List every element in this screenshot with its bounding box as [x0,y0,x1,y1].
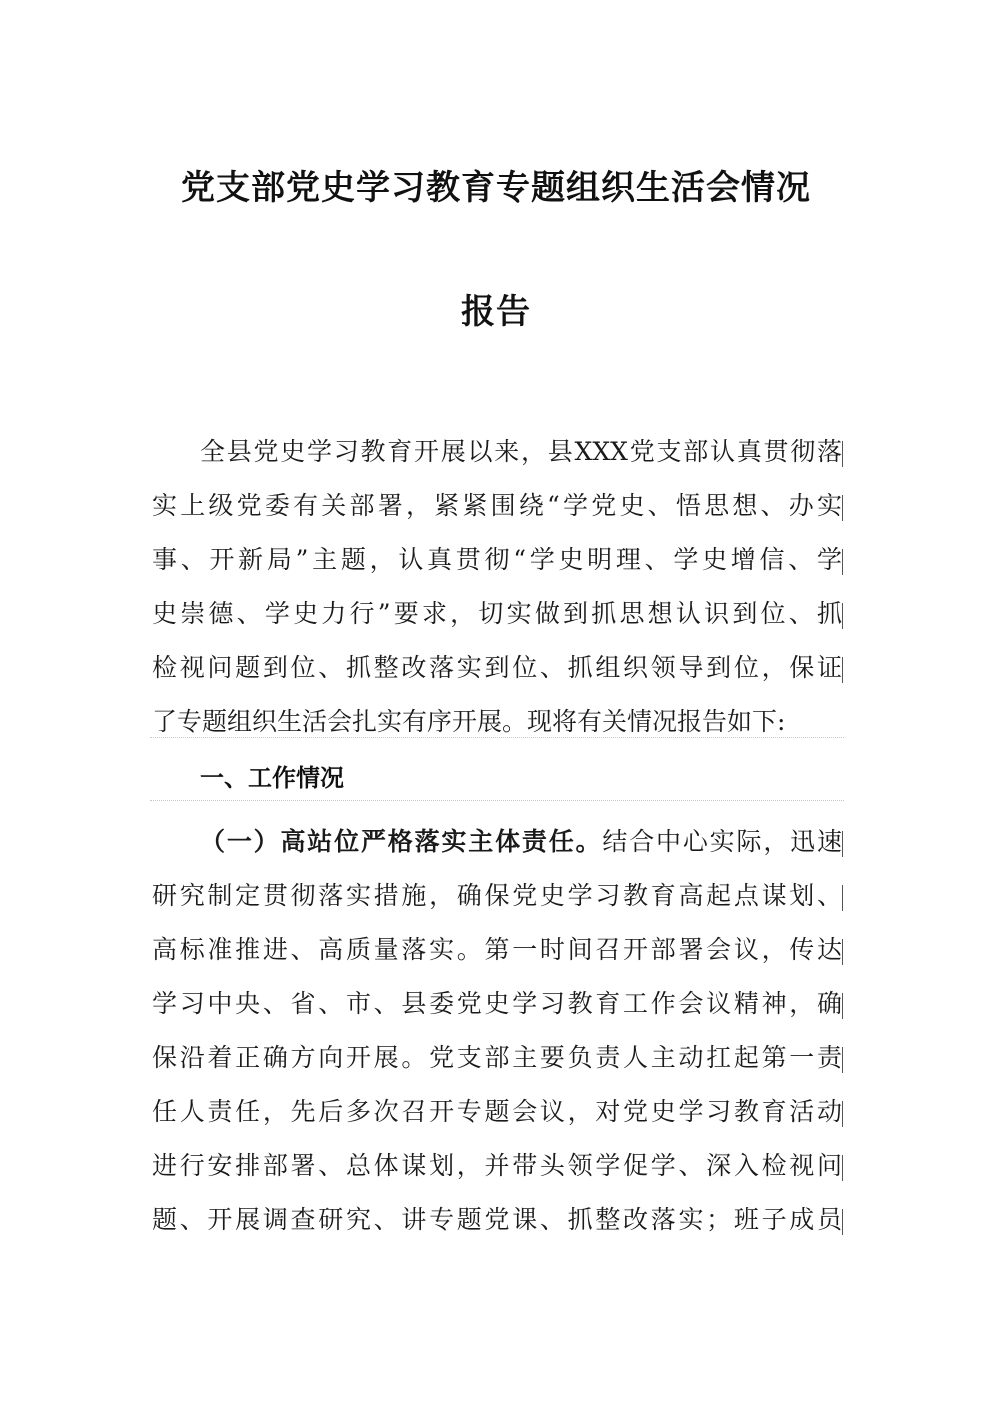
intro-line-2: 实上级党委有关部署，紧紧围绕“学党史、悟思想、办实 [152,491,842,520]
body-line-2: 研究制定贯彻落实措施，确保党史学习教育高起点谋划、 [152,881,842,910]
body-line-6: 任人责任，先后多次召开专题会议，对党史学习教育活动 [152,1097,842,1126]
document-title-line-2: 报告 [461,292,531,332]
section-heading: 一、工作情况 [200,764,344,792]
paragraph-separator [150,737,844,738]
margin-marker [842,549,843,575]
intro-line-1: 全县党史学习教育开展以来，县XXX党支部认真贯彻落 [200,437,842,466]
margin-marker [842,939,843,965]
margin-marker [842,1101,843,1127]
body-line-4: 学习中央、省、市、县委党史学习教育工作会议精神，确 [152,989,842,1018]
intro-line-6: 了专题组织生活会扎实有序开展。现将有关情况报告如下: [152,707,786,736]
margin-marker [842,1047,843,1073]
intro-line-5: 检视问题到位、抓整改落实到位、抓组织领导到位，保证 [152,653,842,682]
body-line-3: 高标准推进、高质量落实。第一时间召开部署会议，传达 [152,935,842,964]
margin-marker [842,495,843,521]
margin-marker [842,657,843,683]
margin-marker [842,603,843,629]
body-line-5: 保沿着正确方向开展。党支部主要负责人主动扛起第一责 [152,1043,842,1072]
body-line-7: 进行安排部署、总体谋划，并带头领学促学、深入检视问 [152,1151,842,1180]
intro-line-4: 史崇德、学史力行”要求，切实做到抓思想认识到位、抓 [152,599,842,628]
body-line-8: 题、开展调查研究、讲专题党课、抓整改落实；班子成员 [152,1205,842,1234]
subsection-heading: （一）高站位严格落实主体责任。 [200,827,603,856]
subsection-first-line-text: 结合中心实际，迅速 [602,827,842,856]
paragraph-separator [150,800,844,801]
document-title-line-1: 党支部党史学习教育专题组织生活会情况 [181,168,811,208]
margin-marker [842,1155,843,1181]
margin-marker [842,831,843,857]
margin-marker [842,885,843,911]
margin-marker [842,441,843,467]
margin-marker [842,1209,843,1235]
margin-marker [842,993,843,1019]
intro-line-3: 事、开新局”主题，认真贯彻“学史明理、学史增信、学 [152,545,842,574]
subsection-first-line [200,822,842,862]
